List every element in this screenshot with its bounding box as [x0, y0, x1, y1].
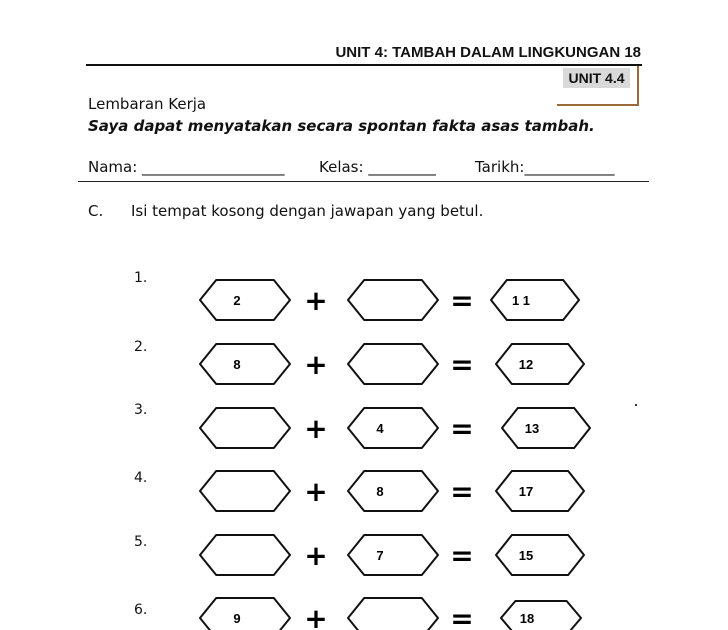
plus-sign: + [304, 602, 328, 630]
equals-sign: = [450, 284, 474, 317]
learning-objective: Saya dapat menyatakan secara spontan fakta asas tambah. [88, 117, 595, 135]
sum-box[interactable] [501, 601, 581, 630]
question-number: 1. [134, 270, 148, 286]
addend-a-box[interactable] [200, 408, 290, 448]
addend-a-box[interactable] [200, 344, 290, 384]
addend-b-box-outline [348, 408, 438, 448]
addend-a-box-value: 2 [233, 293, 241, 308]
question-number: 5. [134, 534, 148, 550]
addend-a-box-outline [200, 471, 290, 511]
sum-box-outline [496, 471, 584, 511]
addend-b-box-outline [348, 598, 438, 630]
sum-box[interactable] [502, 408, 590, 448]
plus-sign: + [304, 284, 328, 317]
equals-sign: = [450, 412, 474, 445]
sum-box-outline [496, 344, 584, 384]
sum-box-value: 18 [519, 611, 535, 626]
addend-b-box[interactable] [348, 280, 438, 320]
sum-box[interactable] [496, 535, 584, 575]
sum-box-outline [501, 601, 581, 630]
addend-a-box[interactable] [200, 471, 290, 511]
sum-box-outline [491, 280, 579, 320]
unit-title: UNIT 4: TAMBAH DALAM LINGKUNGAN 18 [335, 44, 641, 61]
plus-sign: + [304, 412, 328, 445]
sum-box-value: 17 [518, 484, 534, 499]
addend-b-box-outline [348, 535, 438, 575]
sum-box-value: 15 [518, 548, 534, 563]
worksheet-label: Lembaran Kerja [88, 95, 207, 113]
addend-b-box-outline [348, 344, 438, 384]
section-instruction: Isi tempat kosong dengan jawapan yang betul. [131, 202, 484, 220]
equals-sign: = [450, 475, 474, 508]
addend-b-box-outline [348, 471, 438, 511]
sum-box[interactable] [491, 280, 579, 320]
addend-b-box-value: 7 [376, 548, 384, 563]
question-number: 3. [134, 402, 148, 418]
question-number: 2. [134, 339, 148, 355]
equals-sign: = [450, 348, 474, 381]
addend-a-box-outline [200, 598, 290, 630]
addend-b-box[interactable] [348, 344, 438, 384]
sum-box-value: 12 [518, 357, 534, 372]
addend-b-box[interactable] [348, 598, 438, 630]
date-field[interactable]: Tarikh:____________ [475, 158, 615, 176]
addend-a-box[interactable] [200, 535, 290, 575]
equals-sign: = [450, 602, 474, 630]
unit-badge: UNIT 4.4 [563, 68, 630, 88]
addend-b-box[interactable] [348, 471, 438, 511]
question-number: 6. [134, 602, 148, 618]
plus-sign: + [304, 539, 328, 572]
addend-b-box-value: 8 [376, 484, 384, 499]
question-number: 4. [134, 470, 148, 486]
addend-a-box[interactable] [200, 280, 290, 320]
name-field[interactable]: Nama: ___________________ [88, 158, 285, 176]
addend-a-box-outline [200, 408, 290, 448]
addend-a-box-outline [200, 535, 290, 575]
addend-b-box-outline [348, 280, 438, 320]
plus-sign: + [304, 348, 328, 381]
addend-b-box[interactable] [348, 408, 438, 448]
addend-b-box-value: 4 [376, 421, 384, 436]
addend-a-box-value: 9 [233, 611, 241, 626]
addend-a-box-outline [200, 280, 290, 320]
equals-sign: = [450, 539, 474, 572]
sum-box-outline [496, 535, 584, 575]
addend-b-box[interactable] [348, 535, 438, 575]
addend-a-box-value: 8 [233, 357, 241, 372]
plus-sign: + [304, 475, 328, 508]
sum-box-outline [502, 408, 590, 448]
sum-box[interactable] [496, 344, 584, 384]
class-field[interactable]: Kelas: _________ [319, 158, 436, 176]
addend-a-box-outline [200, 344, 290, 384]
sum-box-value: 1 1 [511, 293, 531, 308]
addend-a-box[interactable] [200, 598, 290, 630]
sum-box[interactable] [496, 471, 584, 511]
sum-box-value: 13 [524, 421, 540, 436]
section-letter: C. [88, 202, 104, 220]
